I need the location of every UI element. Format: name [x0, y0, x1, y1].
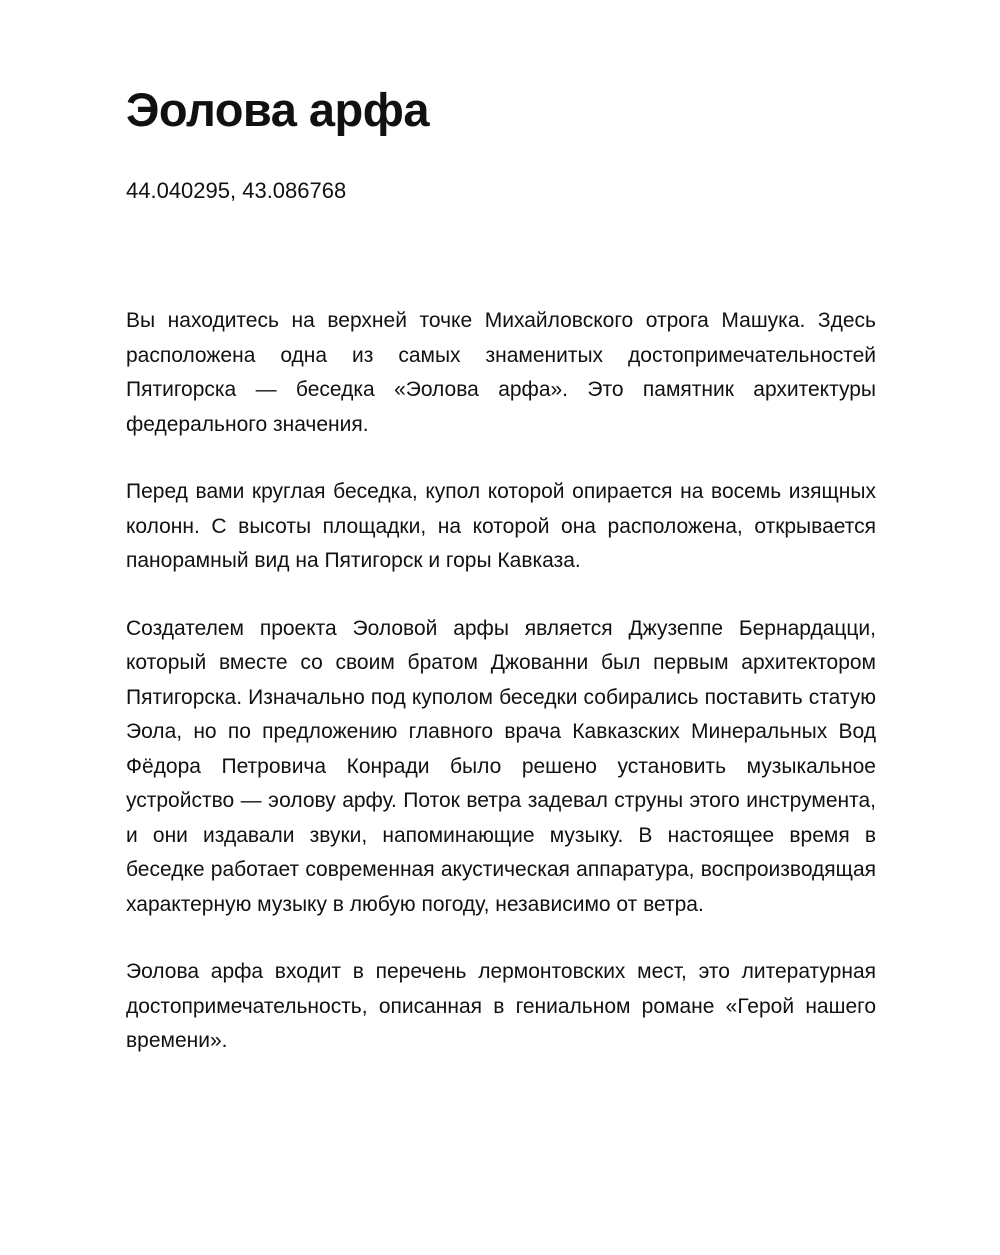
document-body: [126, 304, 876, 1059]
document-page: [126, 82, 876, 1092]
paragraph-intro: Вы находитесь на верхней точке Михайловского отрога Машука. Здесь расположена одна из самых знаменитых достопримечательностей Пятигорска — беседка «Эолова арфа». Это памятник архитектуры федерального значения.: [126, 309, 876, 436]
page-title: Эолова арфа: [126, 83, 430, 136]
paragraph-description: Перед вами круглая беседка, купол которой опирается на восемь изящных колонн. С высоты площадки, на которой она расположена, открывается панорамный вид на Пятигорск и горы Кавказа.: [126, 480, 876, 572]
paragraph-literature: Эолова арфа входит в перечень лермонтовских мест, это литературная достопримечательность, описанная в гениальном романе «Герой нашего времени».: [126, 960, 876, 1052]
paragraph-history: Создателем проекта Эоловой арфы является Джузеппе Бернардацци, который вместе со своим братом Джованни был первым архитектором Пятигорска. Изначально под куполом беседки собирались поставить статую Эола, но по предложению главного врача Кавказских Минеральных Вод Фёдора Петровича Конради было решено установить музыкальное устройство — эолову арфу. Поток ветра задевал струны этого инструмента, и они издавали звуки, напоминающие музыку. В настоящее время в беседке работает современная акустическая аппаратура, воспроизводящая характерную музыку в любую погоду, независимо от ветра.: [126, 616, 876, 916]
coordinates-text: 44.040295, 43.086768: [126, 178, 347, 203]
